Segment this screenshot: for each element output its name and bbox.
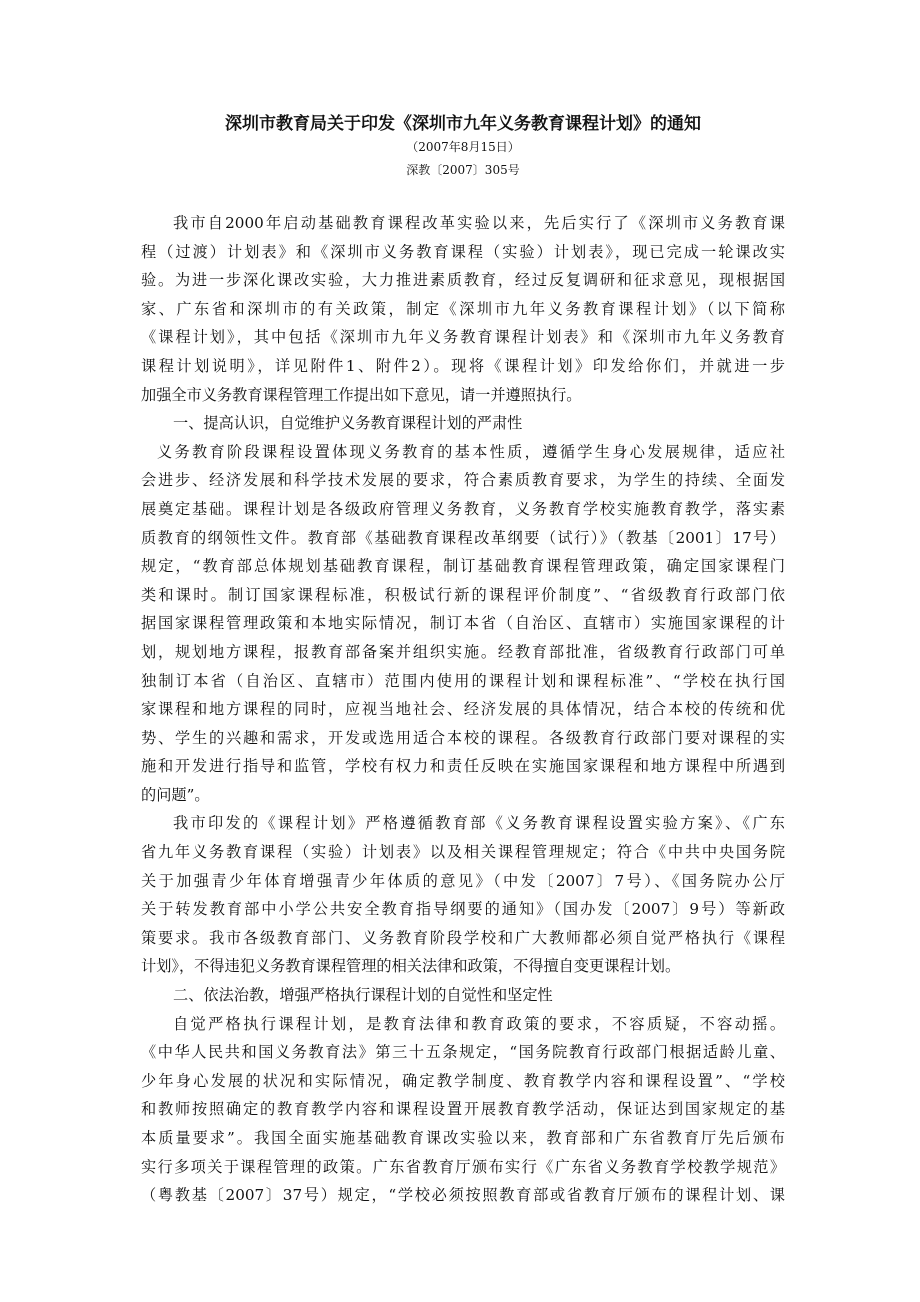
section-heading: 一、提高认识，自觉维护义务教育课程计划的严肃性 — [173, 414, 523, 433]
paragraph-line: （粤教基〔2007〕37号）规定，“学校必须按照教育部或省教育厅颁布的课程计划、课 — [141, 1186, 785, 1205]
paragraph-line: 家课程和地方课程的同时，应视当地社会、经济发展的具体情况，结合本校的传统和优 — [141, 700, 785, 719]
paragraph-line: 家、广东省和深圳市的有关政策，制定《深圳市九年义务教育课程计划》（以下简称 — [141, 299, 785, 318]
paragraph-line: 质教育的纲领性文件。教育部《基础教育课程改革纲要（试行）》（教基〔2001〕17号） — [141, 528, 785, 547]
paragraph-line: 加强全市义务教育课程管理工作提出如下意见，请一并遵照执行。 — [141, 385, 582, 404]
paragraph-line: 独制订本省（自治区、直辖市）范围内使用的课程计划和课程标准”、“学校在执行国 — [141, 671, 785, 690]
paragraph-line: 实行多项关于课程管理的政策。广东省教育厅颁布实行《广东省义务教育学校教学规范》 — [141, 1157, 785, 1176]
document-title: 深圳市教育局关于印发《深圳市九年义务教育课程计划》的通知 — [225, 114, 701, 134]
paragraph-line: 我市印发的《课程计划》严格遵循教育部《义务教育课程设置实验方案》、《广东 — [173, 814, 785, 833]
section-heading: 二、依法治教，增强严格执行课程计划的自觉性和坚定性 — [173, 986, 553, 1005]
document-date: （2007年8月15日） — [406, 140, 520, 154]
paragraph-line: 规定，“教育部总体规划基础教育课程，制订基础教育课程管理政策，确定国家课程门 — [141, 557, 785, 576]
paragraph-line: 课程计划说明》，详见附件1、附件2）。现将《课程计划》印发给你们，并就进一步 — [141, 356, 785, 375]
paragraph-line: 展奠定基础。课程计划是各级政府管理义务教育，义务教育学校实施教育教学，落实素 — [141, 499, 785, 518]
paragraph-line: 《课程计划》，其中包括《深圳市九年义务教育课程计划表》和《深圳市九年义务教育 — [141, 328, 785, 347]
paragraph-line: 据国家课程管理政策和本地实际情况，制订本省（自治区、直辖市）实施国家课程的计 — [141, 614, 785, 633]
paragraph-line: 《中华人民共和国义务教育法》第三十五条规定，“国务院教育行政部门根据适龄儿童、 — [141, 1043, 785, 1062]
paragraph-line: 会进步、经济发展和科学技术发展的要求，符合素质教育要求，为学生的持续、全面发 — [141, 471, 785, 490]
paragraph-line: 本质量要求”。我国全面实施基础教育课改实验以来，教育部和广东省教育厅先后颁布 — [141, 1129, 785, 1147]
document-number: 深教〔2007〕305号 — [406, 163, 520, 177]
paragraph-line: 少年身心发展的状况和实际情况，确定教学制度、教育教学内容和课程设置”、“学校 — [141, 1071, 785, 1090]
paragraph-line: 策要求。我市各级教育部门、义务教育阶段学校和广大教师都必须自觉严格执行《课程 — [141, 928, 785, 947]
paragraph-line: 的问题”。 — [141, 785, 210, 804]
paragraph-line: 自觉严格执行课程计划，是教育法律和教育政策的要求，不容质疑，不容动摇。 — [173, 1014, 785, 1033]
paragraph-line: 类和课时。制订国家课程标准，积极试行新的课程评价制度”、“省级教育行政部门依 — [141, 585, 785, 604]
paragraph-line: 我市自2000年启动基础教育课程改革实验以来，先后实行了《深圳市义务教育课 — [173, 214, 785, 232]
paragraph-line: 划，规划地方课程，报教育部备案并组织实施。经教育部批准，省级教育行政部门可单 — [141, 642, 785, 661]
paragraph-line: 省九年义务教育课程（实验）计划表》以及相关课程管理规定；符合《中共中央国务院 — [141, 843, 785, 862]
paragraph-line: 程（过渡）计划表》和《深圳市义务教育课程（实验）计划表》，现已完成一轮课改实 — [141, 242, 785, 261]
paragraph-line: 计划》，不得违犯义务教育课程管理的相关法律和政策，不得擅自变更课程计划。 — [141, 957, 681, 976]
paragraph-line: 势、学生的兴趣和需求，开发或选用适合本校的课程。各级教育行政部门要对课程的实 — [141, 728, 785, 747]
document-body — [141, 209, 785, 1210]
paragraph-line: 和教师按照确定的教育教学内容和课程设置开展教育教学活动，保证达到国家规定的基 — [141, 1100, 785, 1119]
paragraph-line: 义务教育阶段课程设置体现义务教育的基本性质，遵循学生身心发展规律，适应社 — [157, 442, 785, 461]
paragraph-line: 关于加强青少年体育增强青少年体质的意见》（中发〔2007〕7号）、《国务院办公厅 — [141, 871, 785, 890]
paragraph-line: 关于转发教育部中小学公共安全教育指导纲要的通知》（国办发〔2007〕9号）等新政 — [141, 900, 785, 919]
paragraph-line: 施和开发进行指导和监管，学校有权力和责任反映在实施国家课程和地方课程中所遇到 — [141, 757, 785, 776]
paragraph-line: 验。为进一步深化课改实验，大力推进素质教育，经过反复调研和征求意见，现根据国 — [141, 271, 785, 290]
